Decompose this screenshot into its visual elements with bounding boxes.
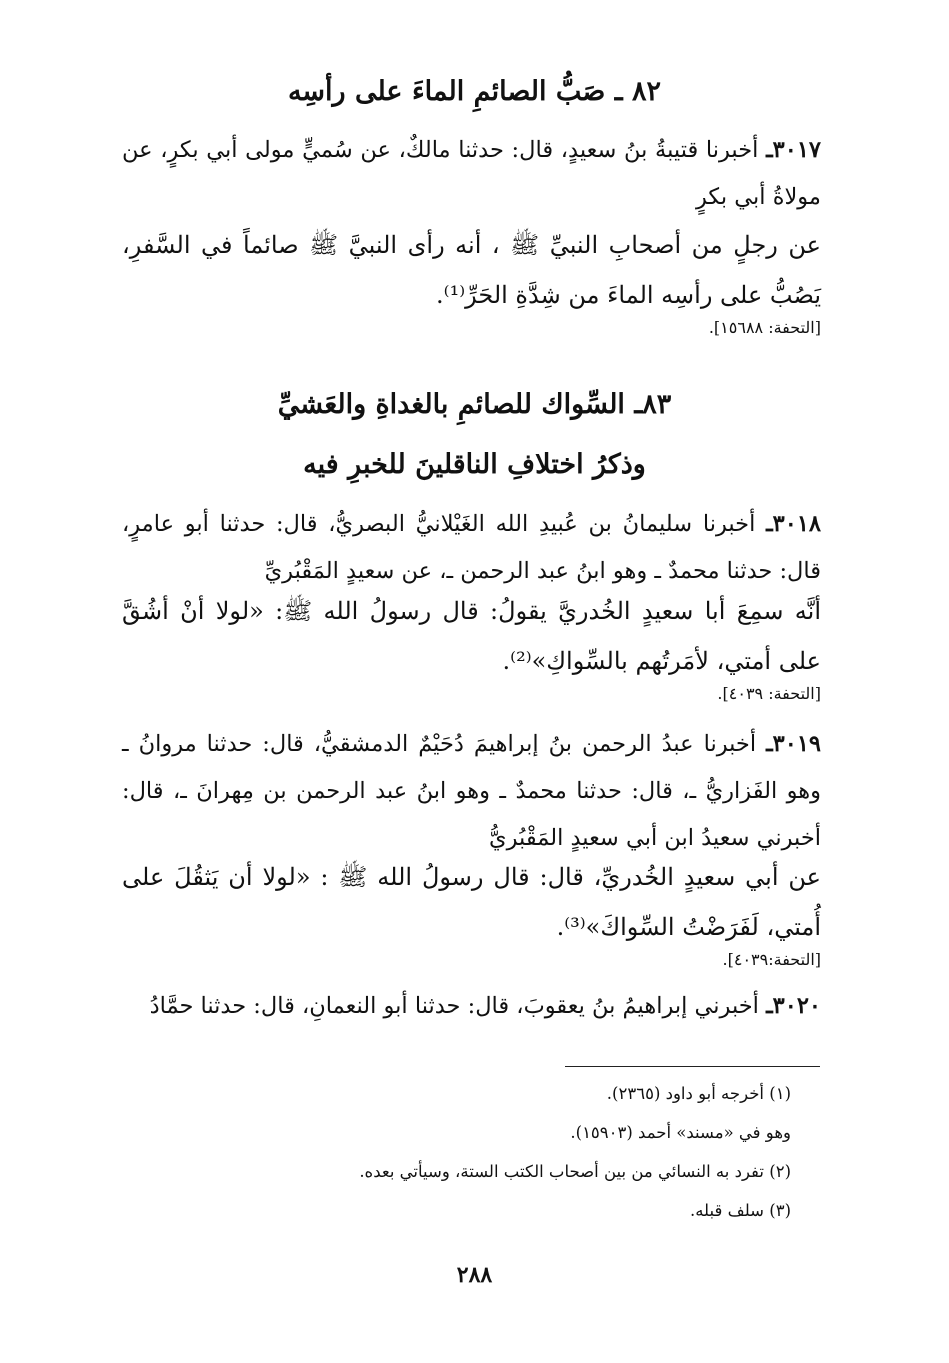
tuhfa-reference: [التحفة: ١٥٦٨٨]. [708, 318, 821, 337]
hadith-number: ٣٠١٨ـ [766, 511, 821, 537]
footnote-divider [565, 1066, 820, 1067]
hadith-3019-isnad [122, 721, 821, 862]
isnad-text: أخبرني إبراهيمُ بنُ يعقوبَ، قال: حدثنا أبو النعمانِ، قال: حدثنا حمَّادُ [149, 993, 767, 1019]
hadith-3019-matn: عن أبي سعيدٍ الخُدريِّ، قال: قال رسولُ الله ﷺ : «لولا أن يَثقُلَ على أُمتي، لَفَرَضْتُ السِّواكَ»⁽³⁾. [122, 863, 821, 941]
chapter-heading-83: ٨٣ـ السِّواك للصائمِ بالغداةِ والعَشيِّ [277, 389, 672, 420]
isnad-text: أخبرنا سليمانُ بن عُبيدِ الله الغَيْلانيُّ البصريُّ، قال: حدثنا أبو عامرٍ، قال: حدثنا محمدٌ ـ وهو ابنُ عبد الرحمن ـ، عن سعيدٍ المَقْبُريِّ [122, 511, 821, 584]
footnote-1-continued: وهو في «مسند» أحمد (١٥٩٠٣). [570, 1123, 791, 1142]
footnote-2: (٢) تفرد به النسائي من بين أصحاب الكتب الستة، وسيأتي بعده. [359, 1162, 791, 1181]
page-number: ٢٨٨ [456, 1262, 493, 1288]
hadith-3018-isnad [122, 501, 821, 595]
isnad-text: أخبرنا عبدُ الرحمن بنُ إبراهيمَ دُحَيْمٌ الدمشقيُّ، قال: حدثنا مروانُ ـ وهو الفَزاريُّ ـ، قال: حدثنا محمدٌ ـ وهو ابنُ عبد الرحمن بن مِهرانَ ـ، قال: أخبرني سعيدُ ابن أبي سعيدٍ المَقْبُريُّ [122, 731, 821, 851]
isnad-text: أخبرنا قتيبةُ بنُ سعيدٍ، قال: حدثنا مالكٌ، عن سُميٍّ مولى أبي بكرٍ، عن مولاةُ أبي بكرٍ [122, 137, 821, 210]
tuhfa-reference: [التحفة:٤٠٣٩]. [722, 950, 821, 969]
hadith-3018-matn: أنَّه سمِعَ أبا سعيدٍ الخُدريَّ يقولُ: قال رسولُ الله ﷺ: «لولا أنْ أشُقَّ على أمتي، لأمَرتُهم بالسِّواكِ»⁽²⁾. [122, 597, 821, 675]
footnote-1: (١) أخرجه أبو داود (٢٣٦٥). [606, 1084, 791, 1103]
tuhfa-reference: [التحفة: ٤٠٣٩]. [717, 684, 821, 703]
chapter-heading-82: ٨٢ ـ صَبُّ الصائمِ الماءَ على رأسِه [287, 76, 662, 107]
hadith-number: ٣٠١٧ـ [766, 137, 821, 163]
footnote-3: (٣) سلف قبله. [689, 1201, 791, 1220]
hadith-3017-isnad [122, 127, 821, 221]
hadith-number: ٣٠٢٠ـ [766, 993, 821, 1019]
chapter-subheading-83: وذكرُ اختلافِ الناقلينَ للخبرِ فيه [303, 449, 646, 480]
hadith-3017-matn: عن رجلٍ من أصحابِ النبيِّ ﷺ ، أنه رأى النبيَّ ﷺ صائماً في السَّفرِ، يَصُبُّ على رأسِه الماءَ من شِدَّةِ الحَرِّ⁽¹⁾. [122, 231, 821, 309]
hadith-number: ٣٠١٩ـ [766, 731, 821, 757]
hadith-3020-isnad [122, 983, 821, 1030]
